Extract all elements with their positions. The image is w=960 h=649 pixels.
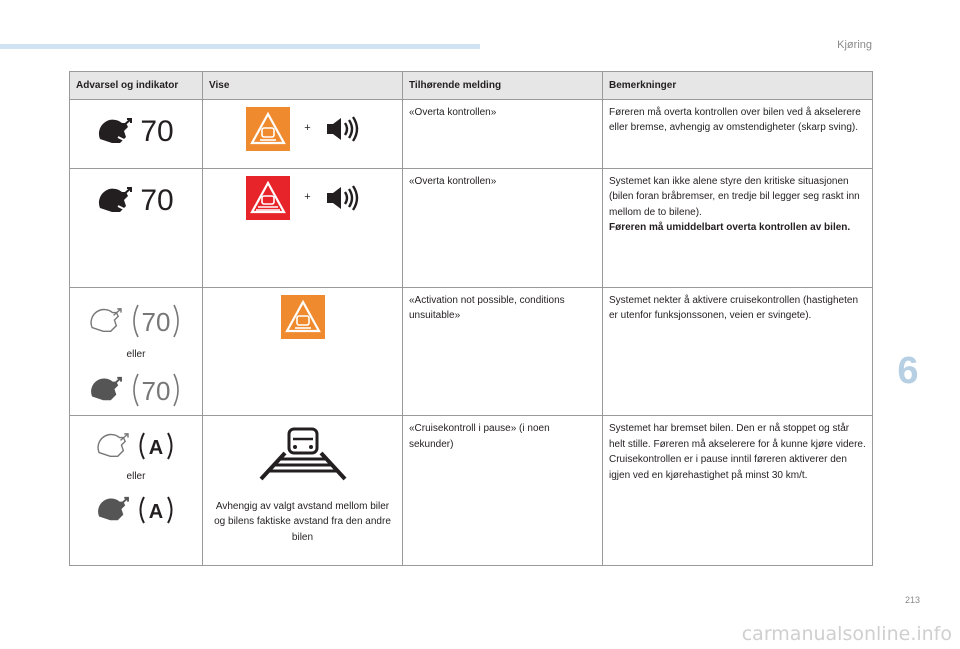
sound-alert-icon	[325, 185, 359, 211]
distance-alert-orange-icon	[281, 295, 325, 339]
column-header: Advarsel og indikator	[70, 72, 203, 100]
distance-alert-orange-icon	[246, 107, 290, 151]
warnings-table	[69, 71, 873, 566]
column-header: Vise	[203, 72, 403, 100]
indicator-cell	[70, 416, 203, 566]
display-cell	[203, 416, 403, 566]
remarks-bold-text: Føreren må umiddelbart overta kontrollen av bilen.	[609, 222, 851, 233]
table-header-row	[70, 72, 873, 100]
cruise-gauge-icon	[98, 117, 134, 147]
table-row	[70, 99, 873, 168]
message-cell: «Overta kontrollen»	[403, 99, 603, 168]
remarks-cell: Systemet har bremset bilen. Den er nå stoppet og står helt stille. Føreren må akselerere for å kunne kjøre videre. Cruisekontrollen er i pause inntil føreren aktiverer den igjen ved en kjørehastighet på minst 30 km/t.	[603, 416, 873, 566]
speed-setting: 70	[140, 114, 174, 148]
table-row	[70, 416, 873, 566]
speed-setting-faded: 70	[141, 376, 171, 406]
speed-ring-icon	[130, 301, 182, 341]
or-label: eller	[126, 471, 146, 482]
cruise-gauge-outline-icon	[97, 432, 131, 460]
indicator-cell	[70, 287, 203, 416]
remarks-cell: Systemet nekter å aktivere cruisekontrollen (hastigheten er utenfor funksjonssonen, veien er svingete).	[603, 287, 873, 416]
section-title: Kjøring	[837, 39, 872, 51]
auto-mode-ring-icon	[137, 493, 175, 527]
display-cell	[203, 287, 403, 416]
column-header: Tilhørende melding	[403, 72, 603, 100]
speed-setting-faded: 70	[141, 306, 171, 337]
indicator-cell	[70, 168, 203, 287]
plus-sign: +	[304, 121, 311, 134]
message-cell: «Activation not possible, conditions unsuitable»	[403, 287, 603, 416]
cruise-gauge-grey-icon	[97, 496, 131, 524]
table-row	[70, 287, 873, 416]
watermark: carmanualsonline.info	[741, 623, 952, 645]
auto-letter: A	[148, 500, 164, 523]
sound-alert-icon	[325, 116, 359, 142]
message-cell: «Overta kontrollen»	[403, 168, 603, 287]
page-number: 213	[904, 595, 920, 605]
table-row	[70, 168, 873, 287]
display-cell	[203, 168, 403, 287]
cruise-gauge-grey-icon	[90, 376, 124, 404]
cruise-gauge-icon	[98, 186, 134, 216]
column-header: Bemerkninger	[603, 72, 873, 100]
auto-mode-ring-icon	[137, 429, 175, 463]
remarks-cell	[603, 168, 873, 287]
chapter-number: 6	[897, 350, 919, 392]
cruise-gauge-outline-icon	[90, 307, 124, 335]
message-cell: «Cruisekontroll i pause» (i noen sekunder)	[403, 416, 603, 566]
speed-ring-icon	[130, 370, 182, 410]
speed-setting: 70	[140, 183, 174, 217]
display-caption: Avhengig av valgt avstand mellom biler og bilens faktiske avstand fra den andre bilen	[214, 500, 391, 543]
header-accent-bar	[0, 44, 480, 49]
display-cell	[203, 99, 403, 168]
plus-sign: +	[304, 190, 311, 203]
remarks-cell: Føreren må overta kontrollen over bilen ved å akselerere eller bremse, avhengig av omstendigheter (skarp sving).	[603, 99, 873, 168]
or-label: eller	[126, 348, 146, 360]
indicator-cell	[70, 99, 203, 168]
auto-letter: A	[148, 437, 164, 459]
remarks-text: Systemet kan ikke alene styre den kritiske situasjonen (bilen foran bråbremser, en tredje bil legger seg raskt inn mellom de to bilene).	[609, 175, 860, 218]
distance-alert-red-icon	[246, 176, 290, 220]
vehicle-distance-icon	[255, 425, 351, 483]
